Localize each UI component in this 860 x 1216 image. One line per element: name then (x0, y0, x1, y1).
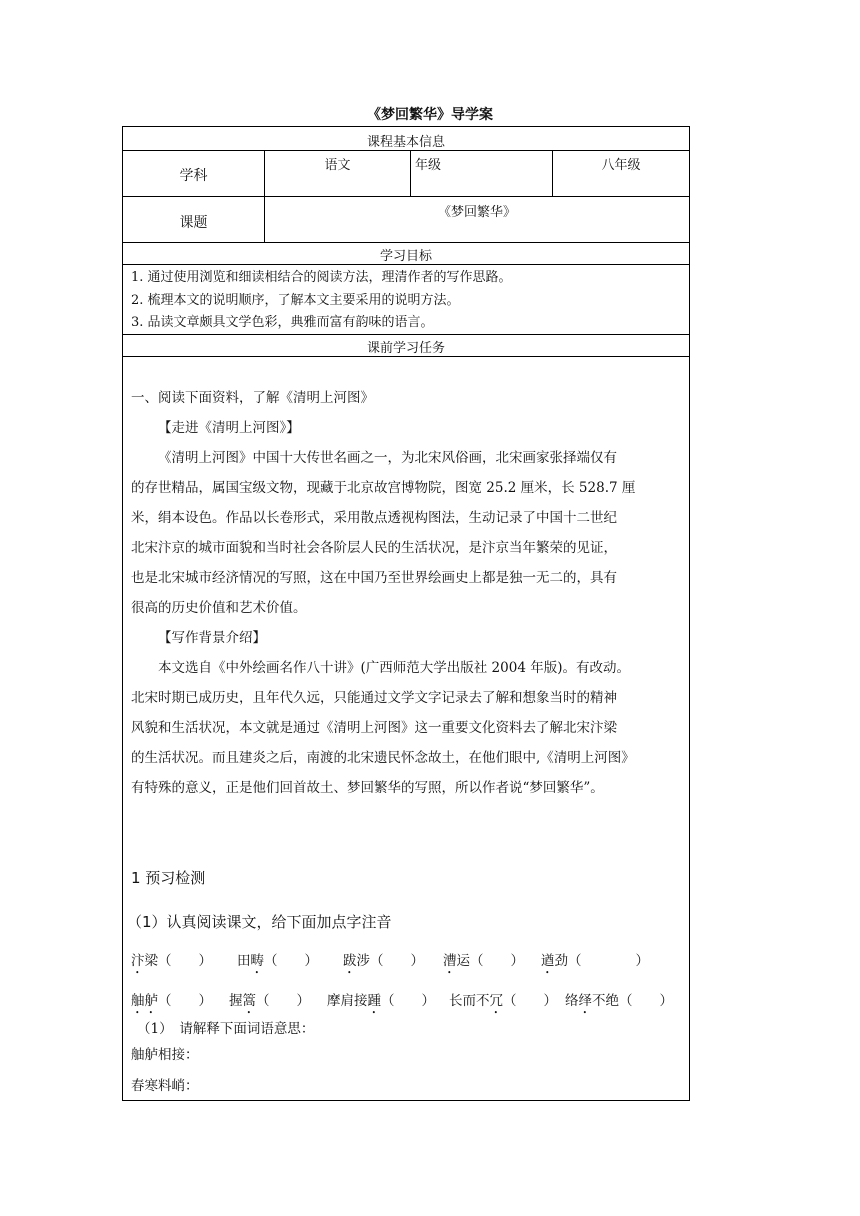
topic-label: 课题 (179, 215, 208, 231)
tasks-header: 课前学习任务 (366, 341, 445, 356)
pinyin-item: 握篙（ ） (229, 993, 310, 1009)
goals-list (131, 267, 512, 335)
pinyin-item: 舳舻（ ） (131, 993, 212, 1009)
intro-line: 一、阅读下面资料，了解《清明上河图》 (131, 390, 374, 406)
row-divider (123, 196, 689, 197)
paragraph-line: 很高的历史价值和艺术价值。 (131, 600, 307, 616)
pinyin-item: 汴梁（ ） (131, 953, 212, 969)
grade-value: 八年级 (601, 158, 641, 173)
preview-title: 1 预习检测 (131, 869, 206, 887)
goal-item: 3. 品读文章颇具文学色彩，典雅而富有韵味的语言。 (131, 315, 434, 330)
subject-value: 语文 (324, 158, 351, 173)
goal-item: 2. 梳理本文的说明顺序，了解本文主要采用的说明方法。 (131, 292, 460, 308)
topic-value: 《梦回繁华》 (437, 205, 516, 220)
section-title: 【写作背景介绍】 (158, 630, 266, 646)
goal-item: 1. 通过使用浏览和细读相结合的阅读方法，理清作者的写作思路。 (131, 270, 512, 285)
question-1-title: （1）认真阅读课文，给下面加点字注音 (127, 913, 392, 931)
reading-material (131, 383, 683, 803)
paragraph-line: 的存世精品，属国宝级文物，现藏于北京故宫博物院，图宽 25.2 厘米，长 528.7 厘 (131, 480, 636, 496)
paragraph-line: 本文选自《中外绘画名作八十讲》(广西师范大学出版社 2004 年版)。有改动。 (158, 660, 630, 676)
study-guide-table (122, 126, 690, 1101)
row-divider (123, 242, 689, 243)
basic-info-header: 课程基本信息 (366, 135, 445, 150)
subject-label: 学科 (179, 168, 208, 184)
pinyin-item: 摩肩接踵（ ） (327, 993, 435, 1009)
document-title: 《梦回繁华》导学案 (367, 107, 493, 123)
paragraph-line: 米，绢本设色。作品以长卷形式，采用散点透视构图法，生动记录了中国十二世纪 (131, 510, 617, 526)
row-divider (123, 150, 689, 151)
pinyin-item: 遒劲（ ） (541, 953, 649, 969)
col-divider (410, 150, 411, 196)
paragraph-line: 北宋时期已成历史，且年代久远，只能通过文学文字记录去了解和想象当时的精神 (131, 690, 617, 706)
row-divider (123, 356, 689, 357)
pinyin-item: 田畴（ ） (237, 953, 318, 969)
paragraph-line: 有特殊的意义，正是他们回首故土、梦回繁华的写照，所以作者说“梦回繁华”。 (131, 780, 604, 796)
paragraph-line: 风貌和生活状况，本文就是通过《清明上河图》这一重要文化资料去了解北宋汴梁 (131, 720, 617, 736)
paragraph-line: 《清明上河图》中国十大传世名画之一，为北宋风俗画，北宋画家张择端仅有 (158, 450, 617, 466)
paragraph-line: 北宋汴京的城市面貌和当时社会各阶层人民的生活状况，是汴京当年繁荣的见证， (131, 540, 617, 556)
pinyin-item: 漕运（ ） (443, 953, 524, 969)
grade-label: 年级 (415, 158, 442, 173)
word-explain-2: 春寒料峭： (131, 1078, 199, 1094)
paragraph-line: 也是北宋城市经济情况的写照，这在中国乃至世界绘画史上都是独一无二的，具有 (131, 570, 617, 586)
section-title: 【走进《清明上河图》】 (158, 420, 300, 436)
goals-header: 学习目标 (379, 249, 432, 264)
pinyin-item: 络绎不绝（ ） (565, 993, 673, 1009)
row-divider (123, 264, 689, 265)
paragraph-line: 的生活状况。而且建炎之后，南渡的北宋遗民怀念故土，在他们眼中,《清明上河图》 (131, 750, 635, 766)
question-2-title: （1） 请解释下面词语意思： (137, 1021, 315, 1037)
pinyin-item: 跋涉（ ） (343, 953, 424, 969)
pinyin-item: 长而不冗（ ） (449, 993, 557, 1009)
word-explain-1: 舳舻相接： (131, 1047, 199, 1063)
